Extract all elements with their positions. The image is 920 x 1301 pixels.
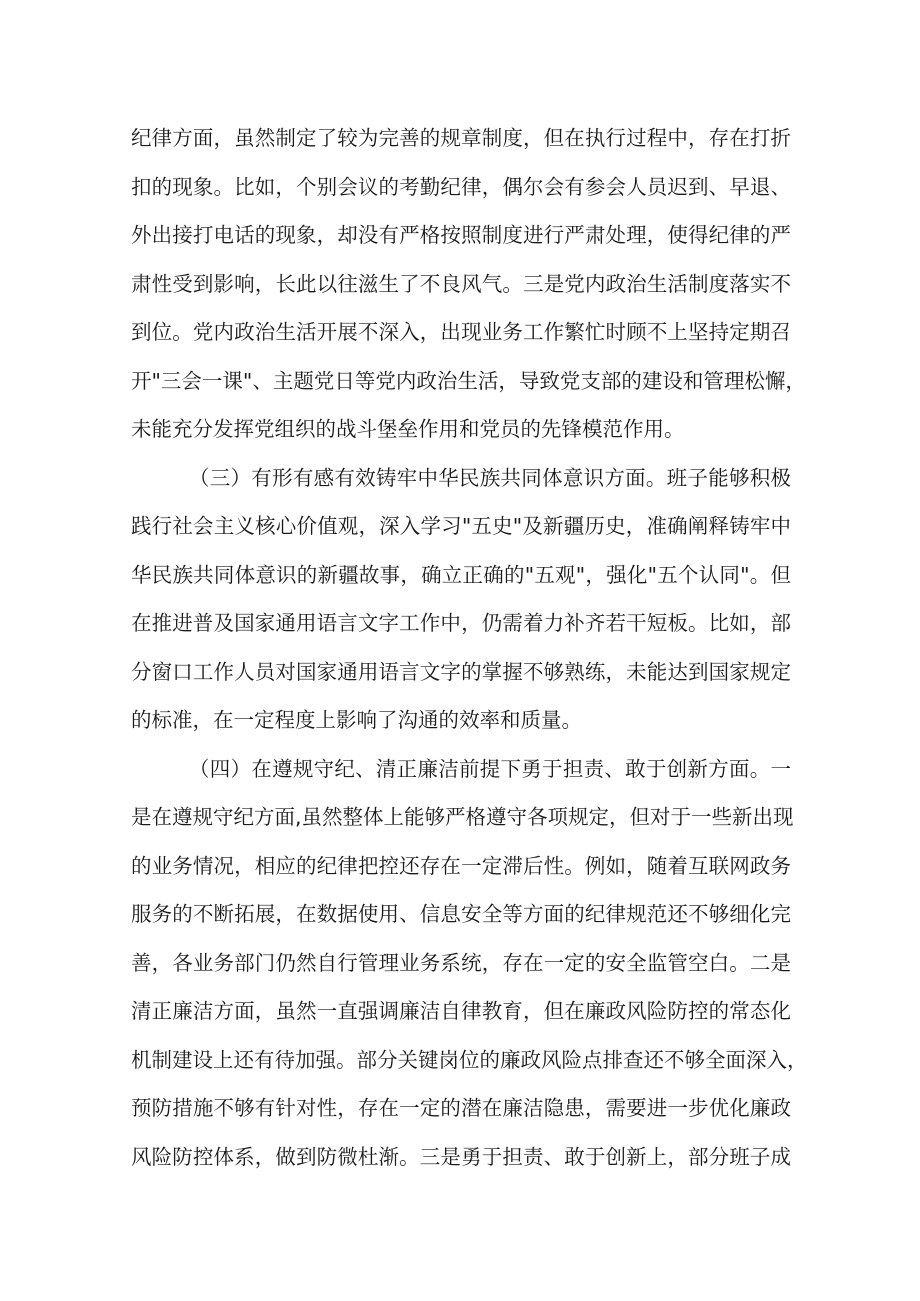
paragraph-line: 践行社会主义核心价值观，深入学习"五史"及新疆历史，准确阐释铸牢中 (131, 514, 791, 538)
paragraph-line: 风险防控体系，做到防微杜渐。三是勇于担责、敢于创新上，部分班子成 (131, 1145, 791, 1169)
paragraph-line: 到位。党内政治生活开展不深入，出现业务工作繁忙时顾不上坚持定期召 (131, 320, 791, 344)
paragraph-line: 预防措施不够有针对性，存在一定的潜在廉洁隐患，需要进一步优化廉政 (131, 1096, 791, 1120)
paragraph-line: 未能充分发挥党组织的战斗堡垒作用和党员的先锋模范作用。 (131, 417, 685, 441)
paragraph-line: 肃性受到影响，长此以往滋生了不良风气。三是党内政治生活制度落实不 (131, 272, 791, 296)
section-heading-line: （四）在遵规守纪、清正廉洁前提下勇于担责、敢于创新方面。一 (189, 757, 791, 781)
paragraph-line: 的标准，在一定程度上影响了沟通的效率和质量。 (131, 708, 582, 732)
paragraph-line: 外出接打电话的现象，却没有严格按照制度进行严肃处理，使得纪律的严 (131, 223, 791, 247)
paragraph-line: 分窗口工作人员对国家通用语言文字的掌握不够熟练，未能达到国家规定 (131, 660, 791, 684)
paragraph-line: 开"三会一课"、主题党日等党内政治生活，导致党支部的建设和管理松懈， (131, 369, 806, 393)
paragraph-line: 的业务情况，相应的纪律把控还存在一定滞后性。例如，随着互联网政务 (131, 854, 791, 878)
paragraph-line: 纪律方面，虽然制定了较为完善的规章制度，但在执行过程中，存在打折 (131, 126, 791, 150)
paragraph-line: 扣的现象。比如，个别会议的考勤纪律，偶尔会有参会人员迟到、早退、 (131, 175, 791, 199)
paragraph-line: 清正廉洁方面，虽然一直强调廉洁自律教育，但在廉政风险防控的常态化 (131, 999, 791, 1023)
section-heading-line: （三）有形有感有效铸牢中华民族共同体意识方面。班子能够积极 (189, 466, 791, 490)
paragraph-line: 服务的不断拓展，在数据使用、信息安全等方面的纪律规范还不够细化完 (131, 902, 791, 926)
paragraph-line: 是在遵规守纪方面,虽然整体上能够严格遵守各项规定，但对于一些新出现 (131, 805, 794, 829)
paragraph-line: 华民族共同体意识的新疆故事，确立正确的"五观"，强化"五个认同"。但 (131, 563, 791, 587)
paragraph-line: 善，各业务部门仍然自行管理业务系统，存在一定的安全监管空白。二是 (131, 951, 791, 975)
paragraph-line: 在推进普及国家通用语言文字工作中，仍需着力补齐若干短板。比如，部 (131, 611, 791, 635)
paragraph-line: 机制建设上还有待加强。部分关键岗位的廉政风险点排查还不够全面深入， (131, 1048, 808, 1072)
